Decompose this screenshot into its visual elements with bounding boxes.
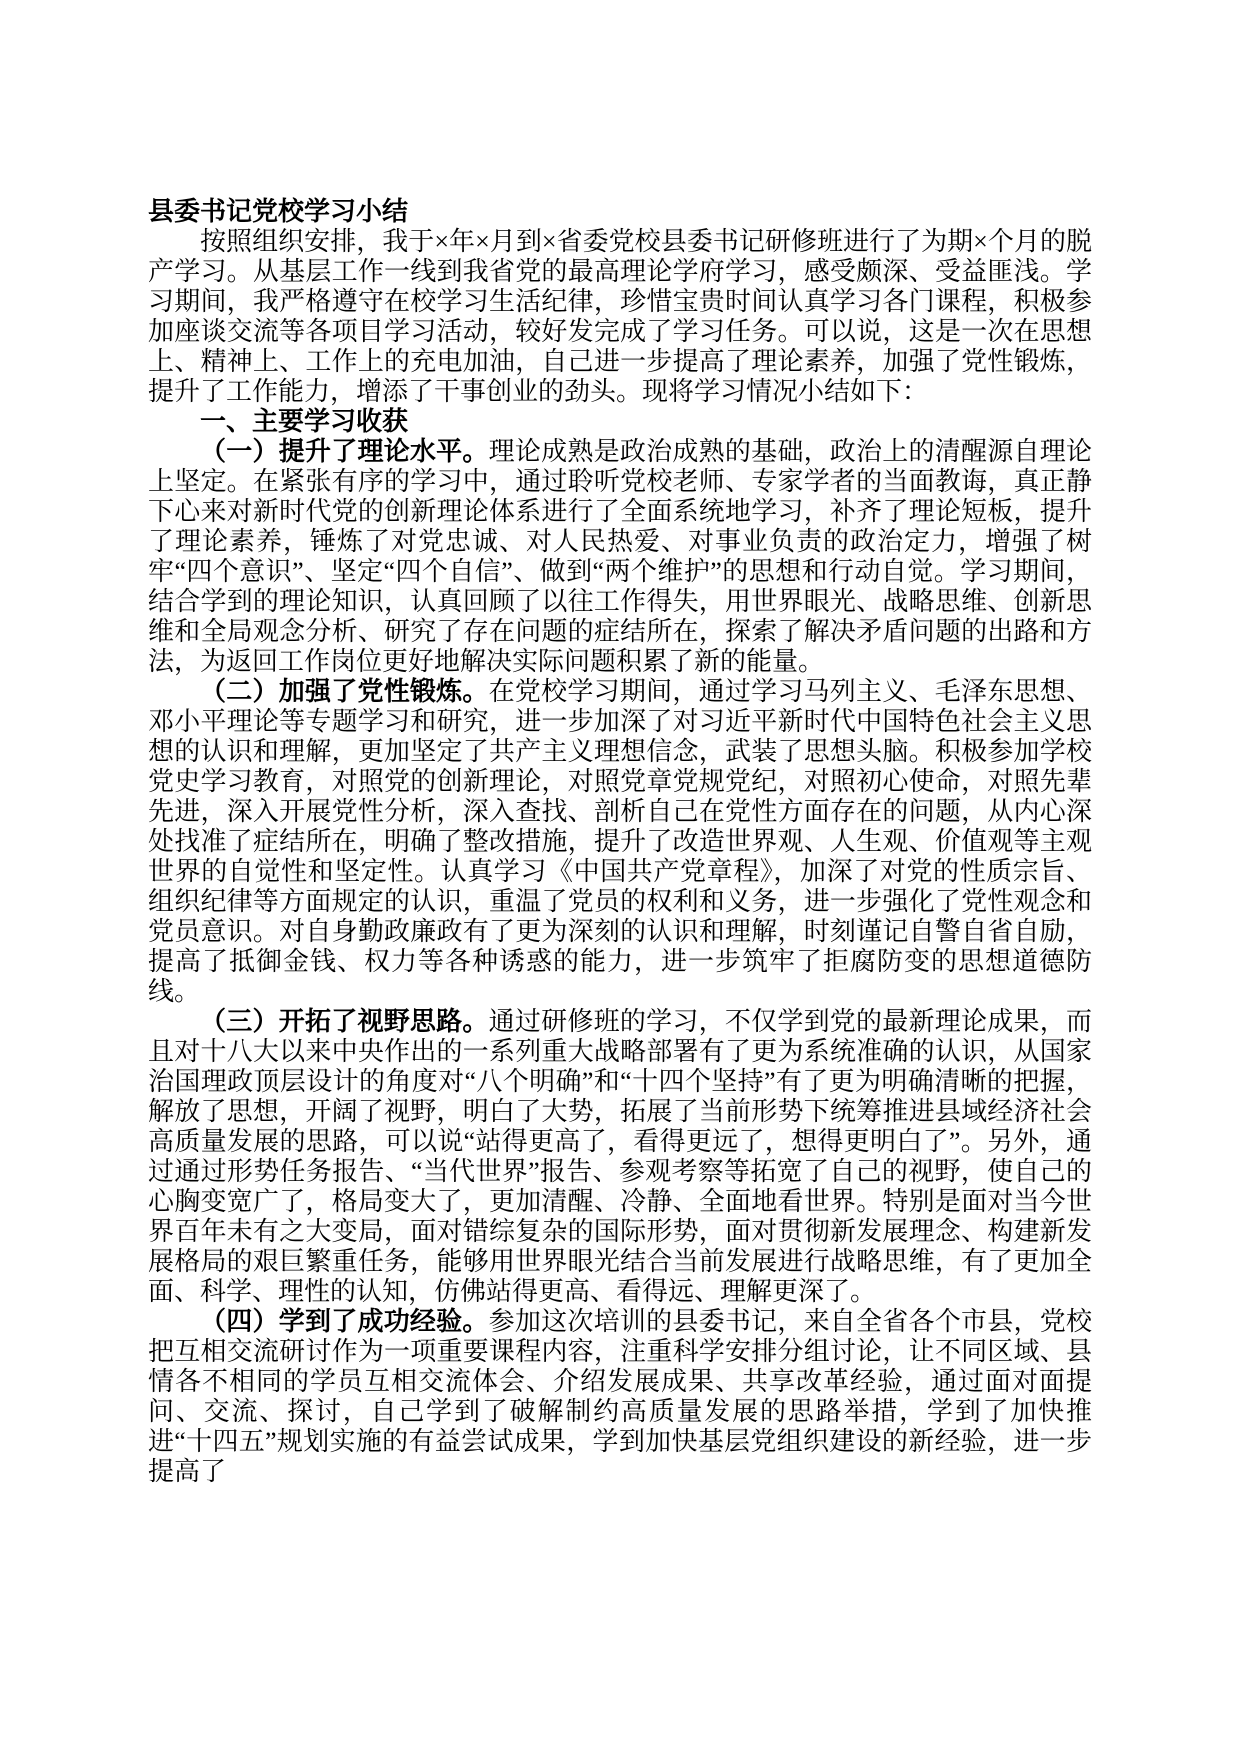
paragraph-party-spirit [148,677,1092,1007]
paragraph-party-spirit-lead: （二）加强了党性锻炼。 [200,677,489,706]
document-title: 县委书记党校学习小结 [148,197,409,226]
paragraph-success-experience-lead: （四）学到了成功经验。 [200,1307,489,1336]
intro-paragraph [148,227,1092,407]
paragraph-theory-level-text: 理论成熟是政治成熟的基础，政治上的清醒源自理论上坚定。在紧张有序的学习中，通过聆听党校老师、专家学者的当面教诲，真正静下心来对新时代党的创新理论体系进行了全面系统地学习，补齐了理论短板，提升了理论素养，锤炼了对党忠诚、对人民热爱、对事业负责的政治定力，增强了树牢“四个意识”、坚定“四个自信”、做到“两个维护”的思想和行动自觉。学习期间，结合学到的理论知识，认真回顾了以往工作得失，用世界眼光、战略思维、创新思维和全局观念分析、研究了存在问题的症结所在，探索了解决矛盾问题的出路和方法，为返回工作岗位更好地解决实际问题积累了新的能量。 [148,437,1092,676]
paragraph-broadened-horizons [148,1007,1092,1307]
section-heading-main-gains: 一、主要学习收获 [200,407,409,436]
paragraph-party-spirit-text: 在党校学习期间，通过学习马列主义、毛泽东思想、邓小平理论等专题学习和研究，进一步加深了对习近平新时代中国特色社会主义思想的认识和理解，更加坚定了共产主义理想信念，武装了思想头脑。积极参加学校党史学习教育，对照党的创新理论，对照党章党规党纪，对照初心使命，对照先辈先进，深入开展党性分析，深入查找、剖析自己在党性方面存在的问题，从内心深处找准了症结所在，明确了整改措施，提升了改造世界观、人生观、价值观等主观世界的自觉性和坚定性。认真学习《中国共产党章程》，加深了对党的性质宗旨、组织纪律等方面规定的认识，重温了党员的权利和义务，进一步强化了党性观念和党员意识。对自身勤政廉政有了更为深刻的认识和理解，时刻谨记自警自省自励，提高了抵御金钱、权力等各种诱惑的能力，进一步筑牢了拒腐防变的思想道德防线。 [148,677,1092,1006]
paragraph-theory-level [148,437,1092,677]
paragraph-broadened-horizons-text: 通过研修班的学习，不仅学到党的最新理论成果，而且对十八大以来中央作出的一系列重大战略部署有了更为系统准确的认识，从国家治国理政顶层设计的角度对“八个明确”和“十四个坚持”有了更为明确清晰的把握，解放了思想，开阔了视野，明白了大势，拓展了当前形势下统筹推进县域经济社会高质量发展的思路，可以说“站得更高了，看得更远了，想得更明白了”。另外，通过通过形势任务报告、“当代世界”报告、参观考察等拓宽了自己的视野，使自己的心胸变宽广了，格局变大了，更加清醒、冷静、全面地看世界。特别是面对当今世界百年未有之大变局，面对错综复杂的国际形势，面对贯彻新发展理念、构建新发展格局的艰巨繁重任务，能够用世界眼光结合当前发展进行战略思维，有了更加全面、科学、理性的认知，仿佛站得更高、看得远、理解更深了。 [148,1007,1092,1306]
paragraph-broadened-horizons-lead: （三）开拓了视野思路。 [200,1007,489,1036]
paragraph-theory-level-lead: （一）提升了理论水平。 [200,437,489,466]
intro-paragraph-text: 按照组织安排，我于×年×月到×省委党校县委书记研修班进行了为期×个月的脱产学习。从基层工作一线到我省党的最高理论学府学习，感受颇深、受益匪浅。学习期间，我严格遵守在校学习生活纪律，珍惜宝贵时间认真学习各门课程，积极参加座谈交流等各项目学习活动，较好发完成了学习任务。可以说，这是一次在思想上、精神上、工作上的充电加油，自己进一步提高了理论素养，加强了党性锻炼，提升了工作能力，增添了干事创业的劲头。现将学习情况小结如下： [148,227,1092,406]
paragraph-success-experience-text: 参加这次培训的县委书记，来自全省各个市县，党校把互相交流研讨作为一项重要课程内容，注重科学安排分组讨论，让不同区域、县情各不相同的学员互相交流体会、介绍发展成果、共享改革经验，通过面对面提问、交流、探讨，自己学到了破解制约高质量发展的思路举措，学到了加快推进“十四五”规划实施的有益尝试成果，学到加快基层党组织建设的新经验，进一步提高了 [148,1307,1092,1486]
paragraph-success-experience [148,1307,1092,1487]
